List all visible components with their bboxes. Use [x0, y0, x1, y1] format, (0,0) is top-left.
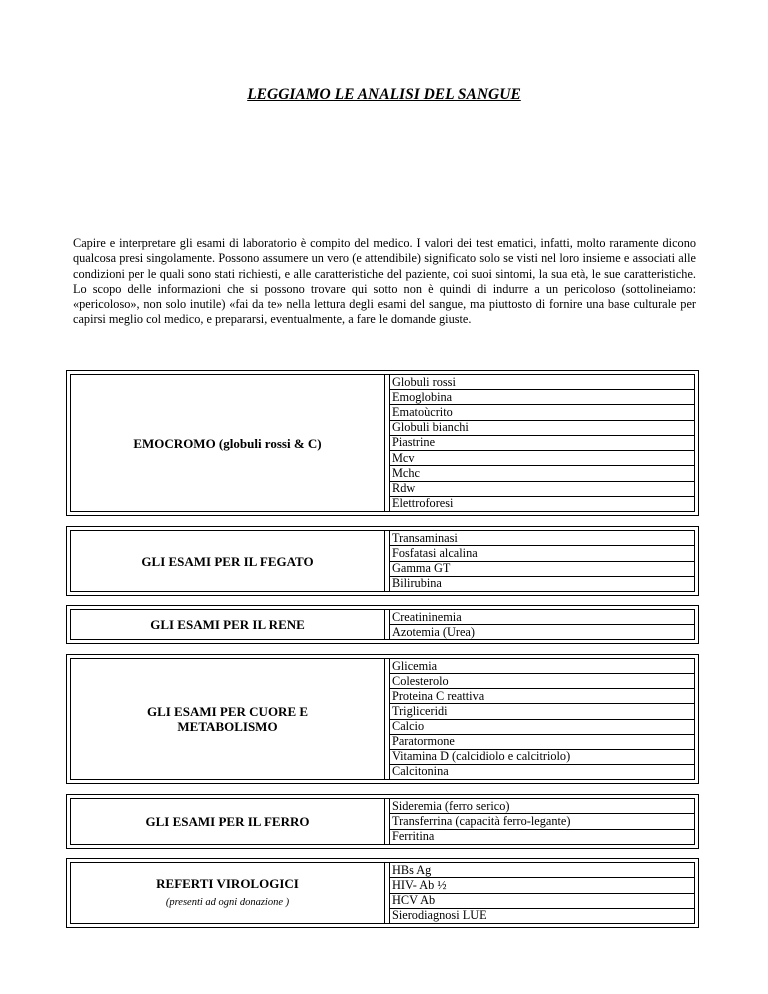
section-label: GLI ESAMI PER IL FERRO	[145, 814, 310, 829]
section-label-line1: GLI ESAMI PER CUORE E	[146, 704, 309, 719]
section-label-cell	[71, 799, 385, 844]
exam-item: Glicemia	[390, 659, 694, 674]
exam-item: Trigliceridi	[390, 704, 694, 719]
exam-item: Proteina C reattiva	[390, 689, 694, 704]
section-label-line2: METABOLISMO	[177, 719, 278, 734]
exam-list	[390, 375, 694, 511]
exam-item: Rdw	[390, 482, 694, 497]
exam-item: Globuli rossi	[390, 375, 694, 390]
section-fegato	[66, 526, 699, 596]
section-label-cell	[71, 659, 385, 779]
exam-item: Sideremia (ferro serico)	[390, 799, 694, 814]
section-referti-virologici	[66, 858, 699, 928]
exam-item: Mcv	[390, 451, 694, 466]
exam-item: Ferritina	[392, 829, 435, 844]
exam-item: Elettroforesi	[392, 496, 454, 511]
exam-item: HCV Ab	[390, 894, 694, 909]
section-label-cell	[71, 863, 385, 923]
exam-item: Piastrine	[390, 436, 694, 451]
exam-item: Globuli bianchi	[390, 421, 694, 436]
section-emocromo	[66, 370, 699, 516]
exam-item: Colesterolo	[390, 674, 694, 689]
section-label: GLI ESAMI PER IL FEGATO	[141, 553, 314, 569]
section-label-cell	[71, 610, 385, 639]
exam-item: Paratormone	[390, 735, 694, 750]
section-rene	[66, 605, 699, 644]
section-ferro	[66, 794, 699, 849]
exam-item: Calcio	[390, 720, 694, 735]
exam-item: HBs Ag	[390, 863, 694, 878]
exam-item: Calcitonina	[392, 764, 449, 779]
exam-item: Sierodiagnosi LUE	[392, 908, 487, 923]
section-label-cell	[71, 375, 385, 511]
intro-paragraph: Capire e interpretare gli esami di laboratorio è compito del medico. I valori dei test ematici, infatti, molto raramente dicono qualcosa presi singolamente. Possono assumere un vero (e attendibile) significato solo se visti nel loro insieme e associati alle condizioni per le quali sono stati richiesti, e alle caratteristiche del paziente, coi suoi sintomi, la sua età, le sue caratteristiche. Lo scopo delle informazioni che si possono trovare qui sotto non è quindi di indurre a un pericoloso (sottolineiamo: «pericoloso», non solo inutile) «fai da te» nella lettura degli esami del sangue, ma piuttosto di fornire una base culturale per capirsi meglio col medico, e prepararsi, eventualmente, a fare le domande giuste.	[73, 236, 696, 327]
exam-list	[390, 799, 694, 844]
section-label-cell	[71, 531, 385, 591]
exam-item: Transferrina (capacità ferro-legante)	[390, 814, 694, 829]
section-label: REFERTI VIROLOGICI	[156, 876, 299, 891]
section-cuore-metabolismo	[66, 654, 699, 784]
exam-list	[390, 659, 694, 779]
exam-item: HIV- Ab ½	[390, 878, 694, 893]
exam-item: Vitamina D (calcidiolo e calcitriolo)	[390, 750, 694, 765]
exam-item: Creatininemia	[390, 610, 694, 625]
page-title: LEGGIAMO LE ANALISI DEL SANGUE	[247, 86, 521, 103]
exam-item: Fosfatasi alcalina	[390, 546, 694, 561]
exam-item: Ematoùcrito	[390, 405, 694, 420]
exam-item: Bilirubina	[392, 576, 442, 591]
exam-list	[390, 863, 694, 923]
exam-item: Mchc	[390, 466, 694, 481]
section-label: GLI ESAMI PER IL RENE	[150, 617, 305, 632]
exam-list	[390, 531, 694, 591]
exam-item: Azotemia (Urea)	[392, 624, 475, 639]
section-label: EMOCROMO (globuli rossi & C)	[133, 435, 322, 451]
section-sublabel: (presenti ad ogni donazione )	[165, 897, 290, 908]
exam-item: Transaminasi	[390, 531, 694, 546]
exam-item: Emoglobina	[390, 390, 694, 405]
exam-list	[390, 610, 694, 639]
exam-item: Gamma GT	[390, 562, 694, 577]
